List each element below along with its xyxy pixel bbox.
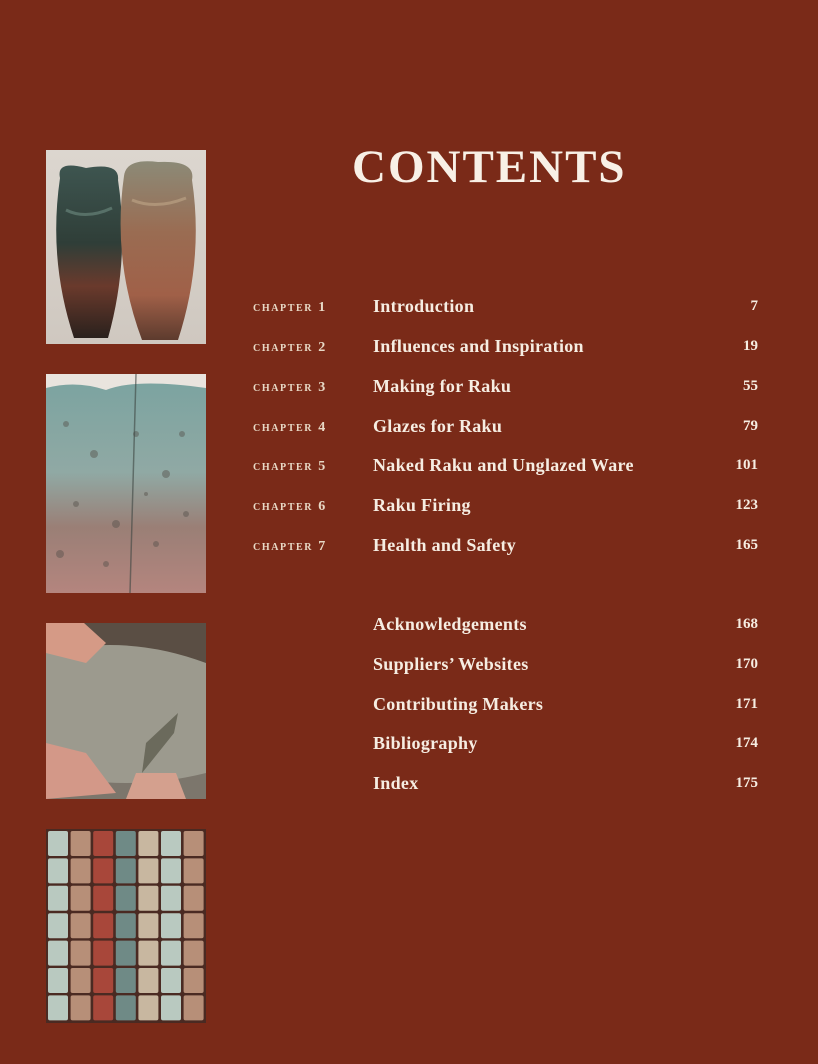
toc-row[interactable] — [253, 773, 758, 797]
glaze-tile — [71, 913, 91, 938]
glaze-tile — [138, 831, 158, 856]
chapter-label: chapter 2 — [253, 340, 327, 355]
glaze-tile — [48, 858, 68, 883]
glaze-tile — [71, 968, 91, 993]
glaze-tile — [48, 968, 68, 993]
chapter-title[interactable]: Making for Raku — [373, 376, 512, 396]
glaze-tile — [116, 995, 136, 1020]
back-matter-title[interactable]: Index — [373, 773, 419, 793]
chapter-label: chapter 1 — [253, 300, 327, 315]
chapter-title[interactable]: Raku Firing — [373, 495, 471, 515]
glaze-tile — [116, 858, 136, 883]
glaze-tile — [138, 941, 158, 966]
page-number: 123 — [735, 497, 758, 513]
back-matter-title[interactable]: Contributing Makers — [373, 694, 544, 714]
glaze-tile — [48, 831, 68, 856]
glaze-tile — [93, 968, 113, 993]
glaze-tile — [184, 968, 204, 993]
glaze-tile — [71, 941, 91, 966]
photo-glaze-tiles — [46, 829, 206, 1023]
page-number: 7 — [750, 298, 758, 314]
glaze-tile — [161, 831, 181, 856]
glaze-tile — [161, 941, 181, 966]
chapter-label: chapter 4 — [253, 420, 327, 435]
page-number: 171 — [735, 696, 758, 712]
glaze-tile — [93, 831, 113, 856]
photo-hands-clay — [46, 623, 206, 799]
glaze-tile — [184, 995, 204, 1020]
glaze-tile — [116, 831, 136, 856]
glaze-tile — [184, 886, 204, 911]
chapter-label: chapter 5 — [253, 459, 327, 474]
toc-row[interactable] — [253, 614, 758, 638]
glaze-tile — [116, 968, 136, 993]
glaze-tile — [93, 886, 113, 911]
glaze-tile — [138, 886, 158, 911]
glaze-tile — [161, 886, 181, 911]
glaze-tile — [93, 941, 113, 966]
page-title: CONTENTS — [352, 141, 627, 193]
photo-raku-vases — [46, 150, 206, 344]
glaze-tile — [93, 858, 113, 883]
page-number: 168 — [735, 616, 758, 632]
chapter-label: chapter 7 — [253, 539, 327, 554]
chapter-title[interactable]: Glazes for Raku — [373, 416, 503, 436]
glaze-tile — [161, 995, 181, 1020]
toc-row[interactable] — [253, 336, 758, 360]
glaze-tile — [48, 886, 68, 911]
chapter-label: chapter 6 — [253, 499, 327, 514]
toc-row[interactable] — [253, 416, 758, 440]
glaze-tile — [161, 968, 181, 993]
page-number: 19 — [743, 338, 758, 354]
glaze-tile — [184, 858, 204, 883]
chapter-label: chapter 3 — [253, 380, 327, 395]
page-number: 101 — [735, 457, 758, 473]
page-number: 170 — [735, 656, 758, 672]
toc-row[interactable] — [253, 495, 758, 519]
back-matter-title[interactable]: Bibliography — [373, 733, 478, 753]
glaze-tile — [161, 858, 181, 883]
glaze-tile — [71, 831, 91, 856]
chapter-title[interactable]: Influences and Inspiration — [373, 336, 584, 356]
page-number: 174 — [735, 735, 758, 751]
glaze-tile — [138, 968, 158, 993]
back-matter-title[interactable]: Acknowledgements — [373, 614, 527, 634]
toc-row[interactable] — [253, 455, 758, 479]
toc-row[interactable] — [253, 654, 758, 678]
glaze-tile — [184, 913, 204, 938]
toc-row[interactable] — [253, 733, 758, 757]
glaze-tile — [93, 995, 113, 1020]
photo-glaze-texture — [46, 374, 206, 593]
glaze-tile — [161, 913, 181, 938]
chapter-title[interactable]: Health and Safety — [373, 535, 517, 555]
glaze-tile — [116, 913, 136, 938]
page-number: 175 — [735, 775, 758, 791]
glaze-tile — [116, 941, 136, 966]
glaze-tile — [48, 941, 68, 966]
glaze-tile — [71, 886, 91, 911]
glaze-tile — [93, 913, 113, 938]
toc-row[interactable] — [253, 376, 758, 400]
glaze-tile — [138, 913, 158, 938]
glaze-tile — [48, 995, 68, 1020]
back-matter-title[interactable]: Suppliers’ Websites — [373, 654, 529, 674]
glaze-tile — [184, 941, 204, 966]
toc-row[interactable] — [253, 694, 758, 718]
glaze-tile — [116, 886, 136, 911]
glaze-tile — [71, 995, 91, 1020]
page-number: 165 — [735, 537, 758, 553]
toc-row[interactable] — [253, 296, 758, 320]
toc-row[interactable] — [253, 535, 758, 559]
glaze-tile — [138, 858, 158, 883]
chapter-title[interactable]: Introduction — [373, 296, 475, 316]
glaze-tile — [184, 831, 204, 856]
glaze-tile — [138, 995, 158, 1020]
glaze-tile — [48, 913, 68, 938]
glaze-tile — [71, 858, 91, 883]
page-number: 79 — [743, 418, 758, 434]
page-number: 55 — [743, 378, 758, 394]
chapter-title[interactable]: Naked Raku and Unglazed Ware — [373, 455, 634, 475]
